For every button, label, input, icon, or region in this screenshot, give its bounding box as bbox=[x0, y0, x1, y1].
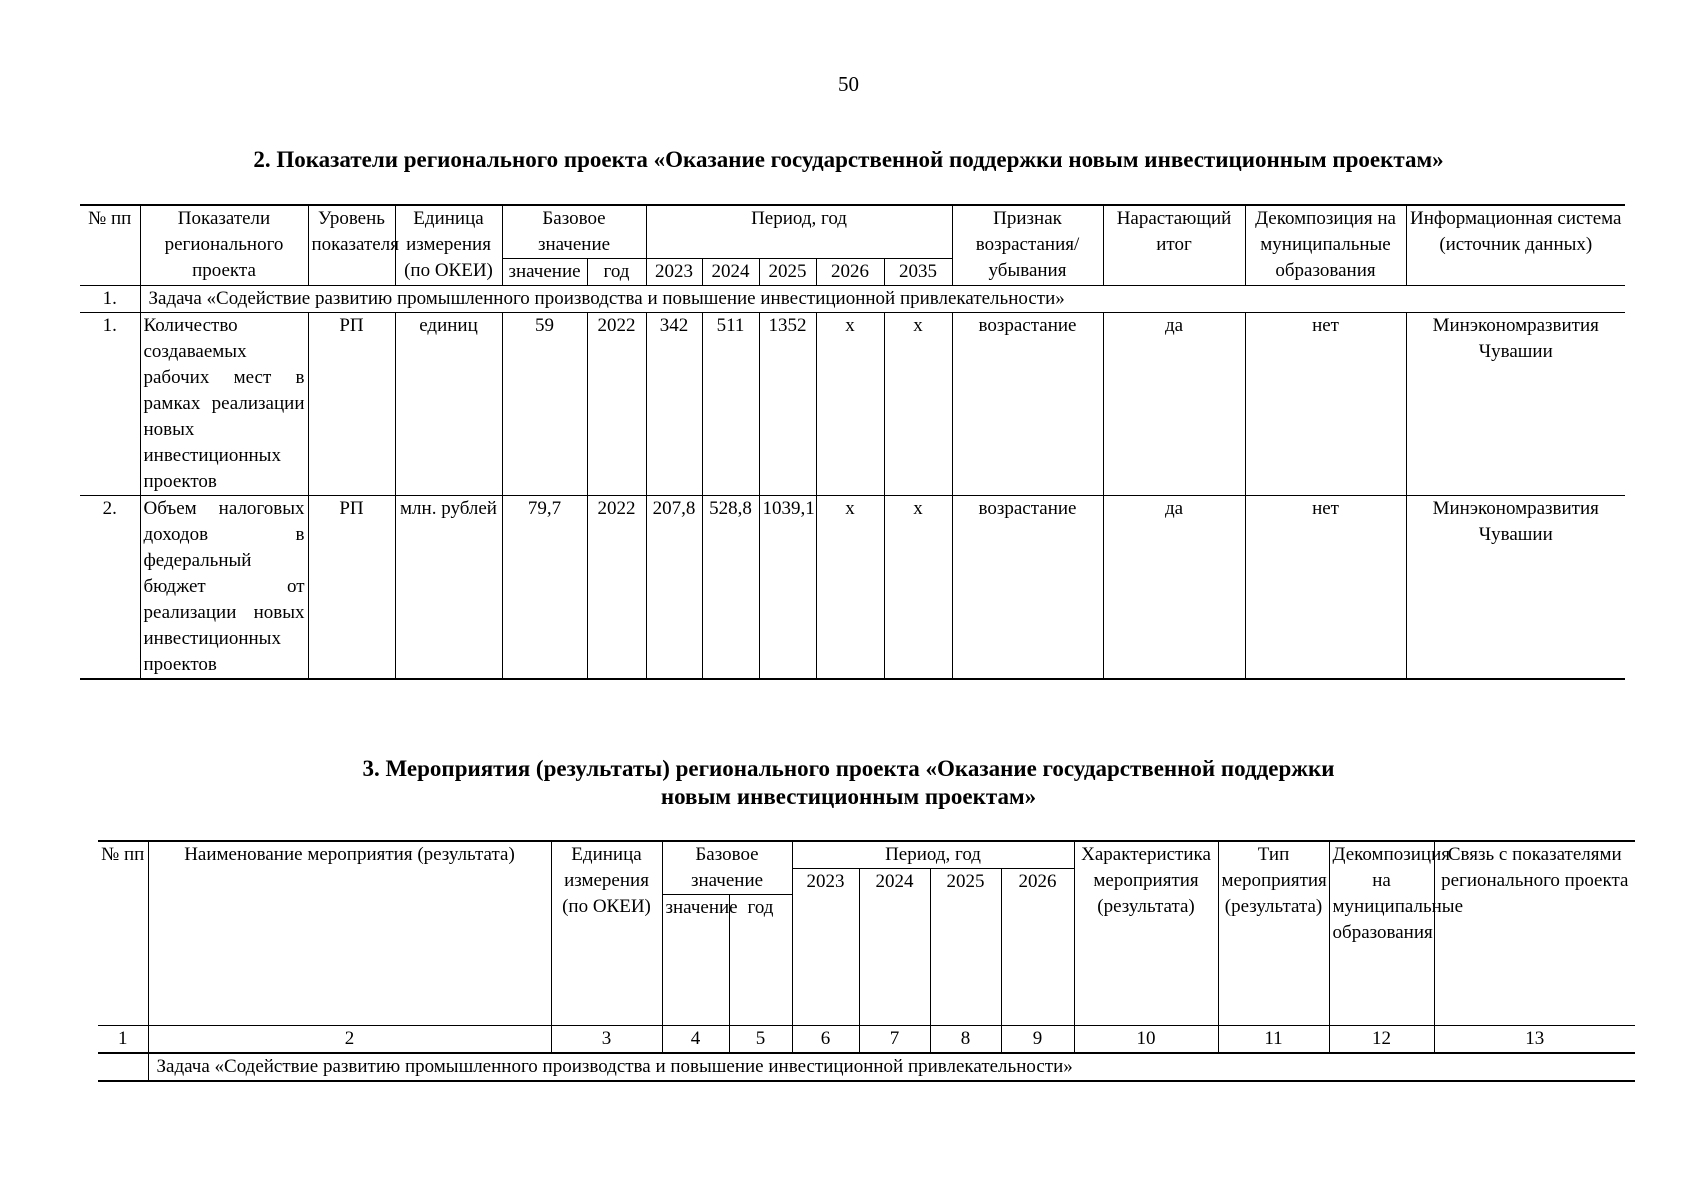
row-info-system: Минэкономразвития Чувашии bbox=[1406, 313, 1625, 496]
header-base-value: значение bbox=[662, 895, 729, 1026]
row-year-2023: 207,8 bbox=[646, 496, 702, 680]
table-row bbox=[80, 496, 1625, 680]
column-number: 5 bbox=[729, 1026, 792, 1054]
section-3-title bbox=[0, 755, 1697, 811]
column-number: 9 bbox=[1001, 1026, 1074, 1054]
row-unit: млн. рублей bbox=[395, 496, 502, 680]
column-number: 7 bbox=[859, 1026, 930, 1054]
row-year-2023: 342 bbox=[646, 313, 702, 496]
row-indicator: Количество создаваемых рабочих мест в рамках реализации новых инвестиционных проектов bbox=[140, 313, 308, 496]
task-row bbox=[98, 1053, 1635, 1081]
row-year-2025: 1039,1 bbox=[759, 496, 816, 680]
header-num: № пп bbox=[98, 841, 148, 1026]
indicators-table bbox=[80, 204, 1625, 680]
header-period: Период, год bbox=[792, 841, 1074, 869]
section-2-title: 2. Показатели регионального проекта «Оказание государственной поддержки новым инвестиционным проектам» bbox=[253, 147, 1444, 172]
header-info-system: Информационная система (источник данных) bbox=[1406, 205, 1625, 286]
header-year-2023: 2023 bbox=[646, 259, 702, 286]
header-decomposition: Декомпозиция на муниципальные образования bbox=[1329, 841, 1434, 1026]
header-year-2024: 2024 bbox=[702, 259, 759, 286]
activities-table bbox=[98, 840, 1635, 1082]
header-base-year: год bbox=[587, 259, 646, 286]
column-number: 2 bbox=[148, 1026, 551, 1054]
header-row bbox=[98, 841, 1635, 869]
row-indicator: Объем налоговых доходов в федеральный бюджет от реализации новых инвестиционных проектов bbox=[140, 496, 308, 680]
row-year-2026: х bbox=[816, 496, 884, 680]
header-indicator: Показатели регионального проекта bbox=[140, 205, 308, 286]
section-3-title-line1: 3. Мероприятия (результаты) регионального проекта «Оказание государственной поддержки bbox=[362, 756, 1335, 781]
row-base-year: 2022 bbox=[587, 496, 646, 680]
row-num: 2. bbox=[80, 496, 140, 680]
column-number: 12 bbox=[1329, 1026, 1434, 1054]
row-year-2035: х bbox=[884, 313, 952, 496]
header-cumulative: Нарастающий итог bbox=[1103, 205, 1245, 286]
row-year-2024: 511 bbox=[702, 313, 759, 496]
header-name: Наименование мероприятия (результата) bbox=[148, 841, 551, 1026]
row-cumulative: да bbox=[1103, 496, 1245, 680]
task-text: Задача «Содействие развитию промышленного производства и повышение инвестиционной привлекательности» bbox=[148, 1053, 1635, 1081]
row-unit: единиц bbox=[395, 313, 502, 496]
header-year-2035: 2035 bbox=[884, 259, 952, 286]
row-trend: возрастание bbox=[952, 313, 1103, 496]
header-num: № пп bbox=[80, 205, 140, 286]
row-year-2026: х bbox=[816, 313, 884, 496]
header-decomposition: Декомпозиция на муниципальные образования bbox=[1245, 205, 1406, 286]
header-base: Базовое значение bbox=[662, 841, 792, 895]
row-num: 1. bbox=[80, 313, 140, 496]
row-year-2035: х bbox=[884, 496, 952, 680]
column-number: 1 bbox=[98, 1026, 148, 1054]
column-numbers-row bbox=[98, 1026, 1635, 1054]
row-base-year: 2022 bbox=[587, 313, 646, 496]
row-info-system: Минэкономразвития Чувашии bbox=[1406, 496, 1625, 680]
header-link: Связь с показателями регионального проекта bbox=[1434, 841, 1635, 1026]
column-number: 6 bbox=[792, 1026, 859, 1054]
column-number: 4 bbox=[662, 1026, 729, 1054]
header-period: Период, год bbox=[646, 205, 952, 259]
row-year-2025: 1352 bbox=[759, 313, 816, 496]
header-year-2025: 2025 bbox=[759, 259, 816, 286]
row-decomposition: нет bbox=[1245, 496, 1406, 680]
row-year-2024: 528,8 bbox=[702, 496, 759, 680]
task-row bbox=[80, 286, 1625, 313]
header-trend: Признак возрастания/ убывания bbox=[952, 205, 1103, 286]
table-row bbox=[80, 313, 1625, 496]
row-decomposition: нет bbox=[1245, 313, 1406, 496]
row-base-value: 79,7 bbox=[502, 496, 587, 680]
header-year-2026: 2026 bbox=[816, 259, 884, 286]
task-text: Задача «Содействие развитию промышленного производства и повышение инвестиционной привлекательности» bbox=[140, 286, 1625, 313]
header-characteristic: Характеристика мероприятия (результата) bbox=[1074, 841, 1218, 1026]
task-num: 1. bbox=[80, 286, 140, 313]
header-base: Базовое значение bbox=[502, 205, 646, 259]
header-level: Уровень показателя bbox=[308, 205, 395, 286]
header-base-value: значение bbox=[502, 259, 587, 286]
row-level: РП bbox=[308, 496, 395, 680]
column-number: 11 bbox=[1218, 1026, 1329, 1054]
header-type: Тип мероприятия (результата) bbox=[1218, 841, 1329, 1026]
task-num bbox=[98, 1053, 148, 1081]
header-year-2023: 2023 bbox=[792, 869, 859, 1026]
column-number: 3 bbox=[551, 1026, 662, 1054]
row-trend: возрастание bbox=[952, 496, 1103, 680]
column-number: 10 bbox=[1074, 1026, 1218, 1054]
header-year-2026: 2026 bbox=[1001, 869, 1074, 1026]
section-3-title-line2: новым инвестиционным проектам» bbox=[660, 784, 1037, 809]
header-unit: Единица измерения (по ОКЕИ) bbox=[395, 205, 502, 286]
row-level: РП bbox=[308, 313, 395, 496]
row-base-value: 59 bbox=[502, 313, 587, 496]
header-year-2024: 2024 bbox=[859, 869, 930, 1026]
column-number: 8 bbox=[930, 1026, 1001, 1054]
header-unit: Единица измерения (по ОКЕИ) bbox=[551, 841, 662, 1026]
row-cumulative: да bbox=[1103, 313, 1245, 496]
header-year-2025: 2025 bbox=[930, 869, 1001, 1026]
page-number: 50 bbox=[838, 72, 859, 96]
header-base-year: год bbox=[729, 895, 792, 1026]
column-number: 13 bbox=[1434, 1026, 1635, 1054]
header-row bbox=[80, 205, 1625, 259]
